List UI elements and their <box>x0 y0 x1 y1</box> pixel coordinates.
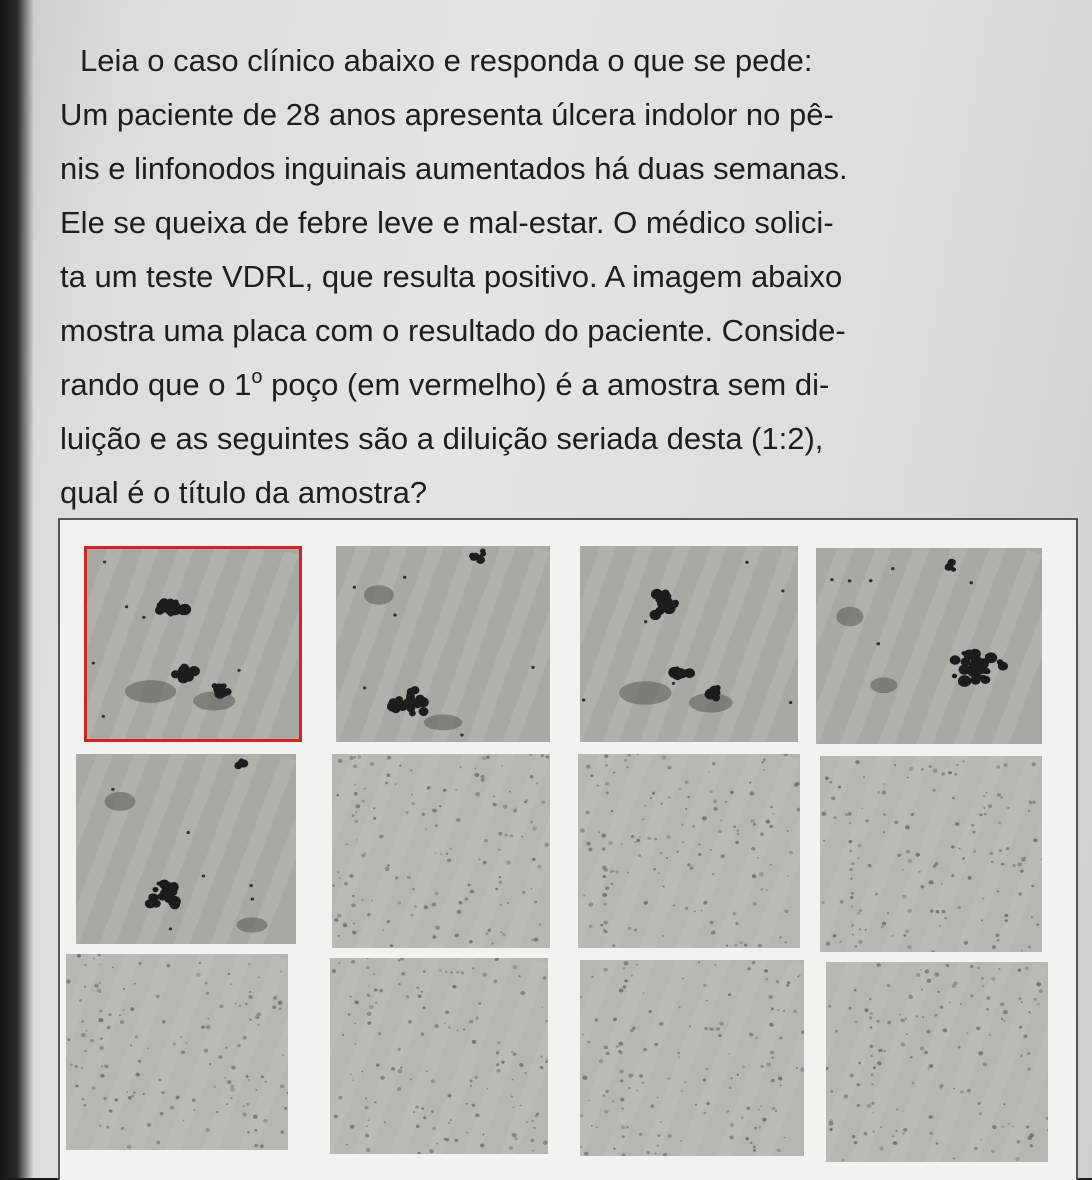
well-6 <box>332 754 550 948</box>
left-edge-shadow <box>0 0 34 1178</box>
well-12 <box>826 962 1048 1162</box>
well-4 <box>816 548 1042 744</box>
well-image <box>336 546 550 742</box>
well-5 <box>76 754 296 944</box>
line7-pre: rando que o <box>60 367 235 402</box>
well-image <box>76 754 296 944</box>
well-8 <box>820 756 1042 952</box>
question-line-9: qual é o título da amostra? <box>60 475 428 510</box>
well-image <box>826 962 1048 1162</box>
question-line-8: luição e as seguintes são a diluição seriada desta (1:2), <box>60 421 824 456</box>
question-line-2: Um paciente de 28 anos apresenta úlcera indolor no pê- <box>60 97 834 132</box>
well-11 <box>580 960 804 1156</box>
question-line-4: Ele se queixa de febre leve e mal-estar. O médico solici- <box>60 205 834 240</box>
well-image <box>66 954 288 1150</box>
question-text <box>60 34 1070 520</box>
well-10 <box>330 958 548 1154</box>
well-9 <box>66 954 288 1150</box>
well-image <box>332 754 550 948</box>
well-3 <box>580 546 798 742</box>
question-line-1: Leia o caso clínico abaixo e responda o que se pede: <box>80 43 813 78</box>
line7-post: poço (em vermelho) é a amostra sem di- <box>262 367 830 402</box>
well-7 <box>578 754 800 948</box>
well-image <box>578 754 800 948</box>
well-image <box>580 546 798 742</box>
line7-sup: o <box>251 366 263 388</box>
well-image <box>580 960 804 1156</box>
line7-num: 1 <box>234 367 252 402</box>
question-line-6: mostra uma placa com o resultado do paciente. Conside- <box>60 313 846 348</box>
well-image <box>87 549 299 739</box>
well-image <box>330 958 548 1154</box>
well-image <box>820 756 1042 952</box>
question-line-7 <box>60 358 1070 412</box>
question-line-3: nis e linfonodos inguinais aumentados há duas semanas. <box>60 151 848 186</box>
well-undiluted-highlighted <box>84 546 302 742</box>
well-image <box>816 548 1042 744</box>
question-line-5: ta um teste VDRL, que resulta positivo. A imagem abaixo <box>60 259 843 294</box>
well-2 <box>336 546 550 742</box>
vdrl-plate-image <box>58 518 1078 1180</box>
